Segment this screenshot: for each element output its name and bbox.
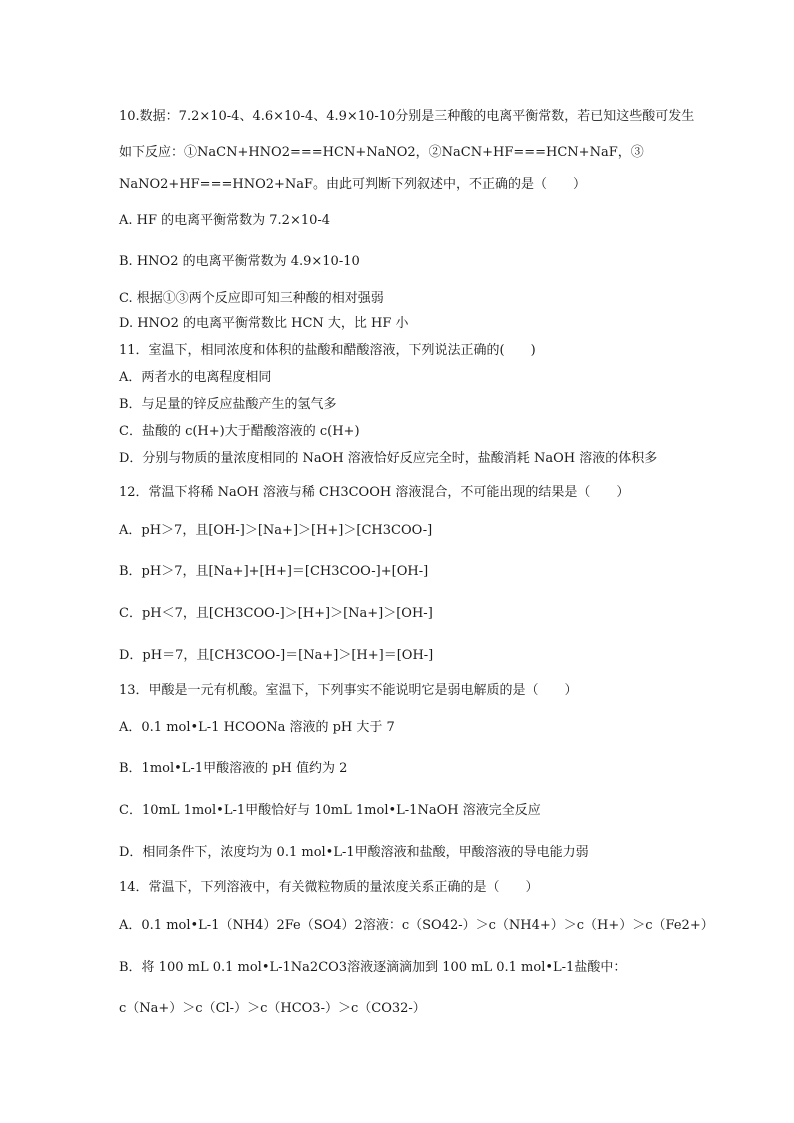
q11-option-c: C．盐酸的 c(H+)大于醋酸溶液的 c(H+): [119, 424, 360, 439]
q13-stem: 13．甲酸是一元有机酸。室温下，下列事实不能说明它是弱电解质的是（ ）: [119, 683, 578, 698]
q14-stem: 14．常温下，下列溶液中，有关微粒物质的量浓度关系正确的是（ ）: [119, 880, 539, 895]
q12-option-d: D．pH＝7，且[CH3COO-]＝[Na+]＞[H+]＝[OH-]: [119, 648, 434, 663]
q10-stem-line-2: 如下反应：①NaCN+HNO2===HCN+NaNO2，②NaCN+HF===HCN+NaF，③: [119, 145, 644, 160]
q12-stem: 12．常温下将稀 NaOH 溶液与稀 CH3COOH 溶液混合，不可能出现的结果是（ ）: [119, 485, 630, 500]
q13-option-c: C．10mL 1mol•L-1甲酸恰好与 10mL 1mol•L-1NaOH 溶液完全反应: [119, 803, 541, 818]
q14-option-b-line-1: B．将 100 mL 0.1 mol•L-1Na2CO3溶液逐滴滴加到 100 mL 0.1 mol•L-1盐酸中：: [119, 960, 627, 975]
q13-option-b: B．1mol•L-1甲酸溶液的 pH 值约为 2: [119, 761, 348, 776]
q11-option-d: D．分别与物质的量浓度相同的 NaOH 溶液恰好反应完全时，盐酸消耗 NaOH 溶液的体积多: [119, 451, 658, 466]
q14-option-b-line-2: c（Na+）＞c（Cl-）＞c（HCO3-）＞c（CO32-）: [119, 1001, 426, 1016]
q12-option-c: C．pH＜7，且[CH3COO-]＞[H+]＞[Na+]＞[OH-]: [119, 606, 433, 621]
q11-option-b: B．与足量的锌反应盐酸产生的氢气多: [119, 397, 337, 412]
q10-option-c: C. 根据①③两个反应即可知三种酸的相对强弱: [119, 291, 384, 306]
q11-stem: 11．室温下，相同浓度和体积的盐酸和醋酸溶液，下列说法正确的( ): [119, 343, 536, 358]
q10-option-b: B. HNO2 的电离平衡常数为 4.9×10-10: [119, 254, 360, 269]
q10-stem-line-3: NaNO2+HF===HNO2+NaF。由此可判断下列叙述中，不正确的是（ ）: [119, 177, 587, 192]
q13-option-d: D．相同条件下，浓度均为 0.1 mol•L-1甲酸溶液和盐酸，甲酸溶液的导电能力弱: [119, 845, 589, 860]
q12-option-b: B．pH＞7，且[Na+]+[H+]＝[CH3COO-]+[OH-]: [119, 564, 429, 579]
q10-option-d: D. HNO2 的电离平衡常数比 HCN 大，比 HF 小: [119, 316, 409, 331]
q10-stem-line-1: 10.数据：7.2×10-4、4.6×10-4、4.9×10-10分别是三种酸的电离平衡常数，若已知这些酸可发生: [119, 109, 695, 124]
q12-option-a: A．pH＞7，且[OH-]＞[Na+]＞[H+]＞[CH3COO-]: [119, 523, 433, 538]
q14-option-a: A．0.1 mol•L-1（NH4）2Fe（SO4）2溶液：c（SO42-）＞c（NH4+）＞c（H+）＞c（Fe2+）: [119, 918, 714, 933]
q13-option-a: A．0.1 mol•L-1 HCOONa 溶液的 pH 大于 7: [119, 720, 395, 735]
q10-option-a: A. HF 的电离平衡常数为 7.2×10-4: [119, 213, 331, 228]
q11-option-a: A．两者水的电离程度相同: [119, 370, 272, 385]
